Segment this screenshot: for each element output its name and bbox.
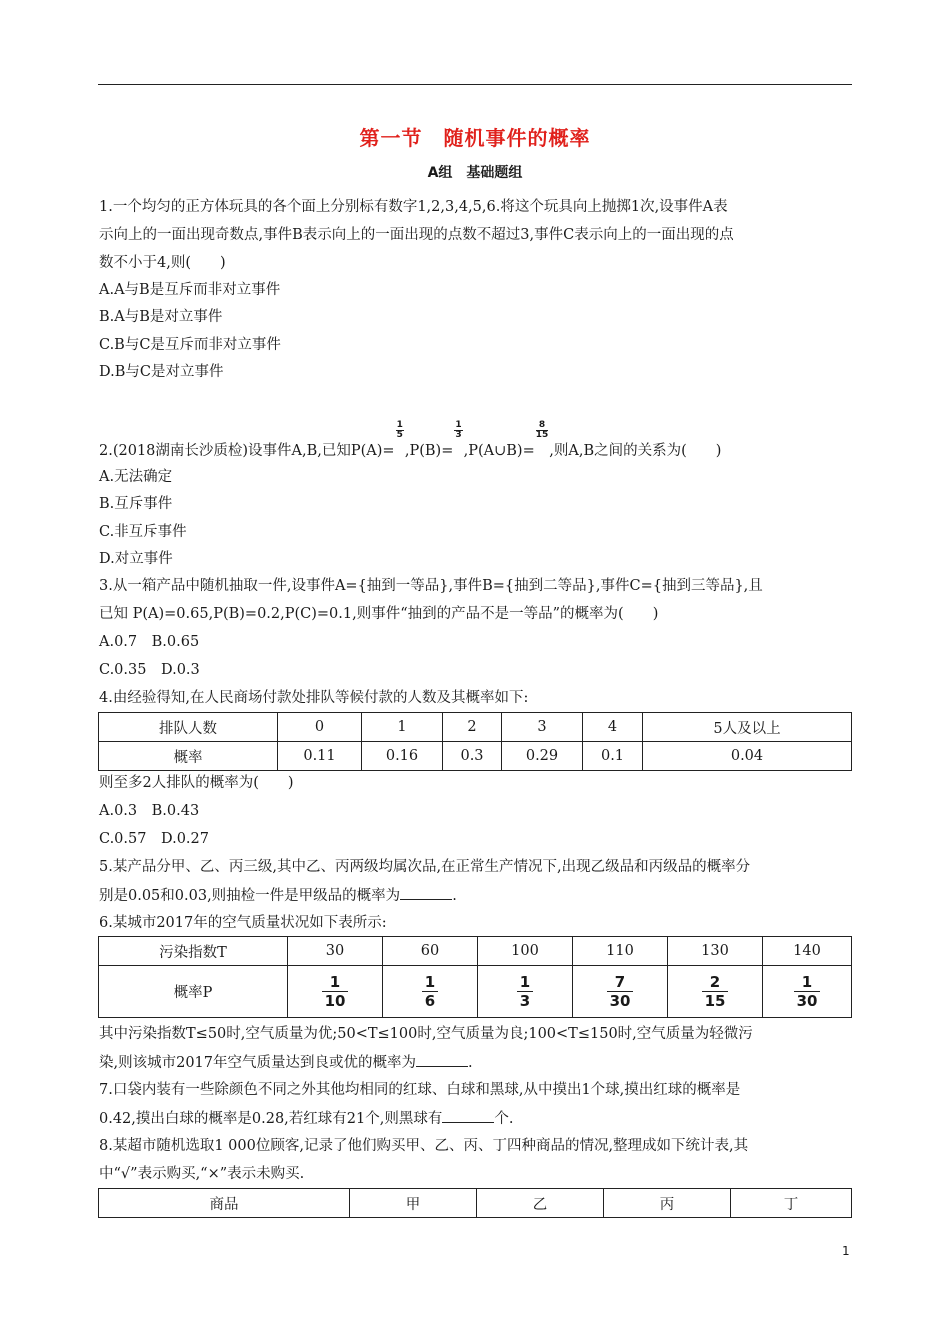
table-cell: 0.04: [643, 742, 852, 771]
q1-option-b: B.A与B是对立事件: [99, 309, 223, 325]
q3-options-cd: C.0.35 D.0.3: [99, 662, 200, 678]
q2-text-2: ,P(B)=: [404, 443, 454, 459]
q1-option-c: C.B与C是互斥而非对立事件: [99, 337, 281, 353]
q3-line-1: 3.从一箱产品中随机抽取一件,设事件A={抽到一等品},事件B={抽到二等品},事件C={抽到三等品},且: [99, 578, 763, 594]
table-header-cell: 100: [478, 937, 573, 966]
table-cell: [763, 966, 852, 1018]
table-row: [99, 713, 852, 742]
table-cell: [288, 966, 383, 1018]
fraction: $\frac{1}{3}$: [517, 973, 533, 1010]
q2-fraction-pb: $\frac{1}{3}$: [455, 420, 462, 440]
table-header-cell: 排队人数: [99, 713, 278, 742]
table-header-cell: 乙: [477, 1189, 604, 1218]
table-row: [99, 742, 852, 771]
table-header-cell: 130: [668, 937, 763, 966]
q4-line-2: 则至多2人排队的概率为( ): [99, 775, 294, 791]
table-header-cell: 商品: [99, 1189, 350, 1218]
q1-option-d: D.B与C是对立事件: [99, 364, 224, 380]
q1-option-a: A.A与B是互斥而非对立事件: [99, 282, 281, 298]
q4-line-1: 4.由经验得知,在人民商场付款处排队等候付款的人数及其概率如下:: [99, 690, 529, 706]
q2-text-3: ,P(A∪B)=: [463, 443, 535, 459]
table-row: [99, 1189, 852, 1218]
table-cell: [573, 966, 668, 1018]
fraction: $\frac{1}{6}$: [422, 973, 438, 1010]
table-cell: [478, 966, 573, 1018]
q4-options-ab: A.0.3 B.0.43: [99, 803, 200, 819]
table-cell: 0.29: [502, 742, 583, 771]
table-header-cell: 4: [583, 713, 643, 742]
q6-line-1: 6.某城市2017年的空气质量状况如下表所示:: [99, 915, 387, 931]
table-cell: 0.11: [278, 742, 362, 771]
q1-line-1: 1.一个均匀的正方体玩具的各个面上分别标有数字1,2,3,4,5,6.将这个玩具向上抛掷1次,设事件A表: [99, 199, 728, 215]
q5-end: .: [452, 888, 457, 904]
table-header-cell: 140: [763, 937, 852, 966]
table-header-cell: 污染指数T: [99, 937, 288, 966]
table-header-cell: 2: [443, 713, 502, 742]
table-header-cell: 30: [288, 937, 383, 966]
table-cell: [383, 966, 478, 1018]
q2-option-b: B.互斥事件: [99, 496, 173, 512]
q2-fraction-pa: $\frac{1}{5}$: [396, 420, 403, 440]
q5-line-2: [99, 885, 457, 906]
q8-line-1: 8.某超市随机选取1 000位顾客,记录了他们购买甲、乙、丙、丁四种商品的情况,整理成如下统计表,其: [99, 1138, 749, 1154]
table-header-cell: 丙: [604, 1189, 731, 1218]
q7-text: 0.42,摸出白球的概率是0.28,若红球有21个,则黑球有: [99, 1111, 443, 1127]
answer-blank[interactable]: [400, 885, 452, 900]
fraction: $\frac{2}{15}$: [702, 973, 729, 1010]
table-header-cell: 甲: [350, 1189, 477, 1218]
table-header-cell: 1: [362, 713, 443, 742]
q3-line-2: 已知 P(A)=0.65,P(B)=0.2,P(C)=0.1,则事件“抽到的产品不是一等品”的概率为( ): [99, 606, 659, 622]
table-cell: 0.3: [443, 742, 502, 771]
section-title: 第一节 随机事件的概率: [359, 126, 591, 150]
table-cell: [668, 966, 763, 1018]
q6-text: 染,则该城市2017年空气质量达到良或优的概率为: [99, 1055, 417, 1071]
q8-line-2: 中“√”表示购买,“×”表示未购买.: [99, 1166, 305, 1182]
q2-stem: [99, 421, 721, 461]
table-row: [99, 966, 852, 1018]
table-cell: 0.16: [362, 742, 443, 771]
q2-option-a: A.无法确定: [99, 469, 173, 485]
table-header-cell: 110: [573, 937, 668, 966]
q2-text-4: ,则A,B之间的关系为( ): [549, 443, 722, 459]
q7-line-1: 7.口袋内装有一些除颜色不同之外其他均相同的红球、白球和黑球,从中摸出1个球,摸出红球的概率是: [99, 1082, 741, 1098]
q1-line-3: 数不小于4,则( ): [99, 255, 226, 271]
q3-options-ab: A.0.7 B.0.65: [99, 634, 200, 650]
fraction: $\frac{7}{30}$: [607, 973, 634, 1010]
q5-text: 别是0.05和0.03,则抽检一件是甲级品的概率为: [99, 888, 401, 904]
q7-end: 个.: [494, 1111, 514, 1127]
q6-line-2: 其中污染指数T≤50时,空气质量为优;50<T≤100时,空气质量为良;100<T≤150时,空气质量为轻微污: [99, 1026, 753, 1042]
fraction: $\frac{1}{30}$: [794, 973, 821, 1010]
q2-option-c: C.非互斥事件: [99, 524, 187, 540]
q2-option-d: D.对立事件: [99, 551, 173, 567]
q6-end: .: [468, 1055, 473, 1071]
q6-line-3: [99, 1052, 473, 1073]
table-header-cell: 3: [502, 713, 583, 742]
answer-blank[interactable]: [416, 1052, 468, 1067]
table-header-cell: 60: [383, 937, 478, 966]
q7-line-2: [99, 1108, 513, 1129]
q2-text-1: 2.(2018湖南长沙质检)设事件A,B,已知P(A)=: [99, 443, 395, 459]
air-quality-table: [98, 936, 852, 1018]
table-cell: 概率: [99, 742, 278, 771]
q5-line-1: 5.某产品分甲、乙、丙三级,其中乙、丙两级均属次品,在正常生产情况下,出现乙级品和丙级品的概率分: [99, 859, 751, 875]
purchase-stats-table: [98, 1188, 852, 1218]
q1-line-2: 示向上的一面出现奇数点,事件B表示向上的一面出现的点数不超过3,事件C表示向上的一面出现的点: [99, 227, 734, 243]
table-header-cell: 丁: [731, 1189, 852, 1218]
table-cell: 概率P: [99, 966, 288, 1018]
group-subtitle: A组 基础题组: [427, 165, 523, 181]
q2-fraction-paub: $\frac{8}{15}$: [535, 420, 549, 440]
q4-options-cd: C.0.57 D.0.27: [99, 831, 209, 847]
table-header-cell: 5人及以上: [643, 713, 852, 742]
answer-blank[interactable]: [442, 1108, 494, 1123]
queue-probability-table: [98, 712, 852, 771]
header-rule: [98, 84, 852, 85]
table-cell: 0.1: [583, 742, 643, 771]
page-number: 1: [842, 1244, 850, 1258]
table-header-cell: 0: [278, 713, 362, 742]
table-row: [99, 937, 852, 966]
fraction: $\frac{1}{10}$: [322, 973, 349, 1010]
